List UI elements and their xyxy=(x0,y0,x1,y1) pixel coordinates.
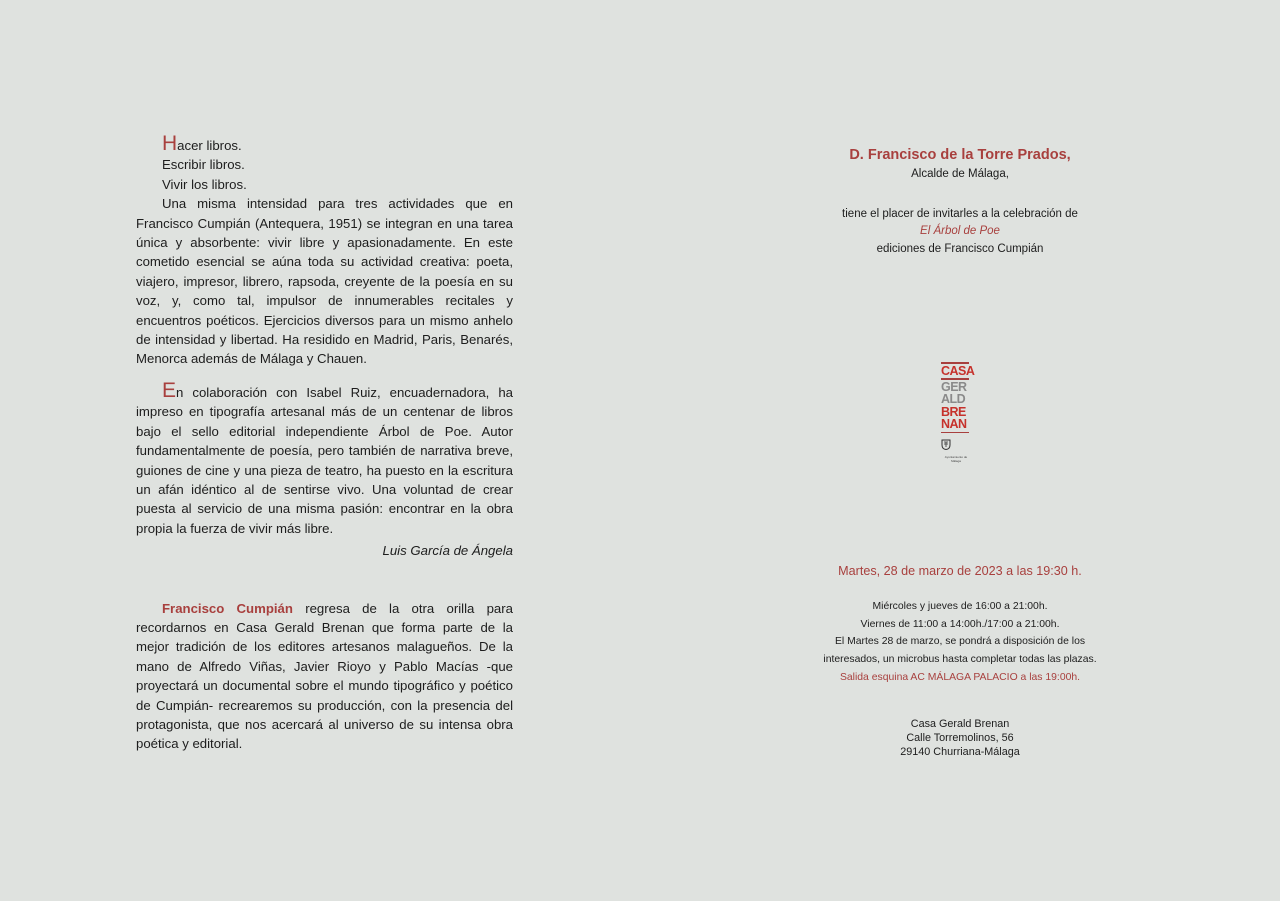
bus-departure: Salida esquina AC MÁLAGA PALACIO a las 19:00h. xyxy=(839,671,1081,683)
intro-line-2: Escribir libros. xyxy=(162,157,245,173)
invite-text: tiene el placer de invitarles a la celebración de xyxy=(842,207,1078,220)
address-block xyxy=(770,718,1150,759)
drop-cap-e: E xyxy=(162,378,177,402)
drop-cap-h: H xyxy=(162,132,178,155)
logo-word-bre: BRE xyxy=(941,404,966,419)
logo-bar-bottom xyxy=(941,432,969,434)
logo-word-ald: ALD xyxy=(941,392,966,406)
host-name: D. Francisco de la Torre Prados, xyxy=(849,147,1071,163)
paragraph-1: Una misma intensidad para tres actividades que en Francisco Cumpián (Antequera, 1951) se integran en una tarea única y absorbente: vivir libre y apasionadamente. En este cometido esencial se aúna toda su actividad creativa: poeta, viajero, impresor, librero, rapsoda, creyente de la poesía en su voz, y, como tal, impulsor de innumerables recitales y encuentros poéticos. Ejercicios diversos para un mismo anhelo de intensidad y libertad. Ha residido en Madrid, Paris, Benarés, Menorca además de Málaga y Chauen. xyxy=(136,196,513,367)
schedule-line-4: interesados, un microbus hasta completar todas las plazas. xyxy=(823,654,1097,666)
schedule-line-3: El Martes 28 de marzo, se pondrá a disposición de los xyxy=(834,636,1086,648)
address-line-3: 29140 Churriana-Málaga xyxy=(900,745,1020,758)
crest-caption: Ayuntamiento de Málaga xyxy=(944,455,968,463)
book-title: El Árbol de Poe xyxy=(920,225,1000,238)
invitation-header xyxy=(770,144,1150,258)
left-page xyxy=(136,134,513,754)
address-line-1: Casa Gerald Brenan xyxy=(910,718,1010,730)
schedule-block xyxy=(770,598,1150,687)
paragraph-3: Francisco Cumpián regresa de la otra orilla para recordarnos en Casa Gerald Brenan que forma parte de la mejor tradición de los editores artesanos malagueños. De la mano de Alfredo Viñas, Javier Rioyo y Pablo Macías -que proyectará un documental sobre el mundo tipográfico y poético de Cumpián- recrearemos su producción, con la presencia del protagonista, que nos acercará al universo de su intensa obra poética y editorial. xyxy=(136,600,513,752)
intro-line-3: Vivir los libros. xyxy=(162,176,247,192)
schedule-line-2: Viernes de 11:00 a 14:00h./17:00 a 21:00h. xyxy=(860,618,1060,630)
paragraph-2: En colaboración con Isabel Ruiz, encuadernadora, ha impreso en tipografía artesanal más de un centenar de libros bajo el sello editorial independiente Árbol de Poe. Autor fundamentalmente de poesía, pero también de narrativa breve, guiones de cine y una pieza de teatro, ha puesto en la escritura un afán idéntico al de sentirse vivo. Una voluntad de crear puesta al servicio de una misma pasión: encontrar en la obra propia la fuerza de vivir más libre. xyxy=(136,378,513,536)
author-name: Francisco Cumpián xyxy=(162,600,293,616)
editions-line: ediciones de Francisco Cumpián xyxy=(876,242,1044,255)
casa-gerald-brenan-logo xyxy=(941,361,975,463)
address-line-2: Calle Torremolinos, 56 xyxy=(906,731,1014,744)
signature: Luis García de Ángela xyxy=(382,543,513,559)
intro-line-1: Hacer libros. xyxy=(162,132,242,155)
city-crest-icon xyxy=(941,439,951,450)
host-title: Alcalde de Málaga, xyxy=(911,168,1009,180)
event-date: Martes, 28 de marzo de 2023 a las 19:30 h. xyxy=(838,564,1082,578)
logo-word-ger: GER xyxy=(941,379,967,394)
schedule-line-1: Miércoles y jueves de 16:00 a 21:00h. xyxy=(872,601,1048,612)
logo-word-nan: NAN xyxy=(941,417,967,431)
logo-word-casa: CASA xyxy=(941,363,975,378)
